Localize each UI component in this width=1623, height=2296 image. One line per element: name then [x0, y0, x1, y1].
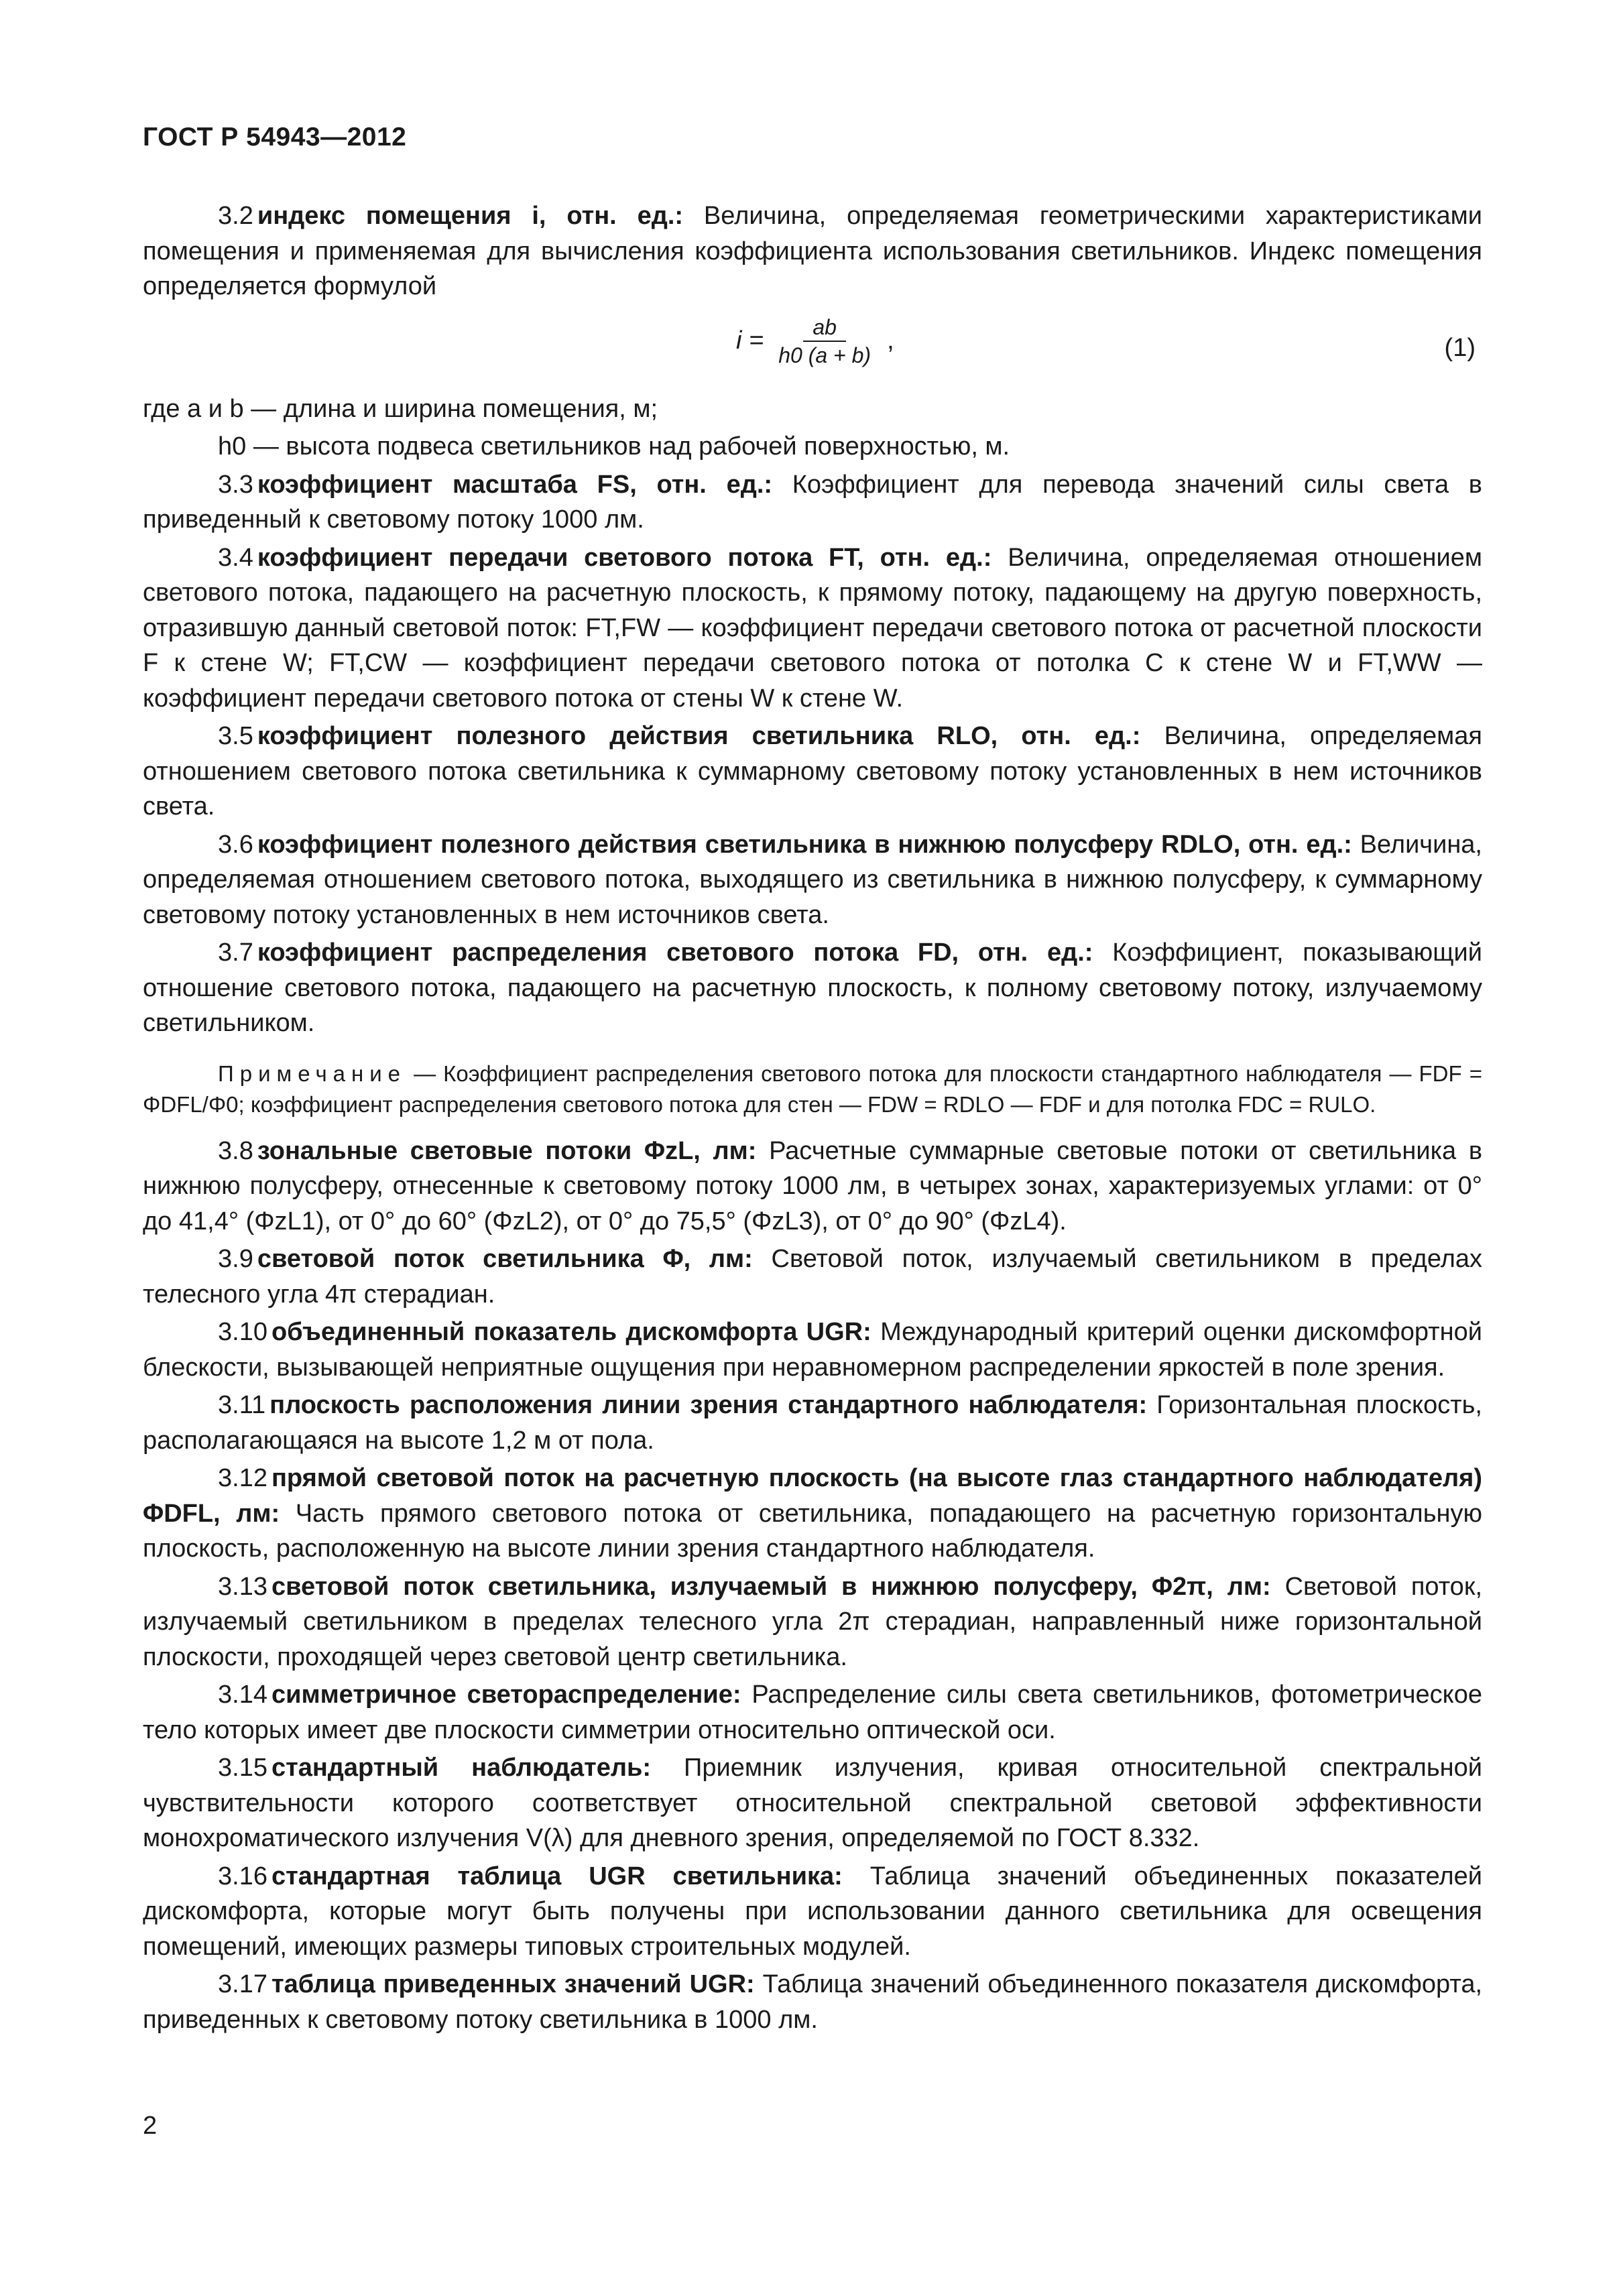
- definition-3-16: [143, 1859, 1482, 1965]
- note-block: [143, 1059, 1482, 1120]
- where-line-1: где a и b — длина и ширина помещения, м;: [143, 394, 658, 423]
- item-number: 3.16: [218, 1862, 267, 1890]
- definition-text: Приемник излучения, кривая относительной спектральной чувствительности которого соответствует относительной спектральной световой эффективности монохроматического излучения V(λ) для дневного зрения, определяемой по ГОСТ 8.332.: [143, 1754, 1482, 1852]
- item-number: 3.8: [218, 1136, 253, 1165]
- definition-3-5: [143, 719, 1482, 825]
- term: коэффициент распределения светового потока FD, отн. ед.:: [257, 939, 1093, 967]
- term: плоскость расположения линии зрения стандартного наблюдателя:: [269, 1391, 1148, 1419]
- definition-3-14: [143, 1677, 1482, 1748]
- item-number: 3.9: [218, 1245, 253, 1273]
- definition-3-2: [143, 198, 1482, 304]
- note-text: — Коэффициент распределения светового потока для плоскости стандартного наблюдателя — FDF = ΦDFL/Φ0; коэффициент распределения светового потока для стен — FDW = RDLO — FDF и для потолка FDC = RULO.: [143, 1061, 1482, 1117]
- formula-fraction: [772, 314, 878, 369]
- definition-text: Величина, определяемая отношением светового потока светильника к суммарному световому потоку установленных в нем источников света.: [143, 722, 1482, 821]
- definition-3-9: [143, 1242, 1482, 1312]
- item-number: 3.13: [218, 1572, 267, 1601]
- definition-text: Расчетные суммарные световые потоки от светильника в нижнюю полусферу, отнесенные к световому потоку 1000 лм, в четырех зонах, характеризуемых углами: от 0° до 41,4° (ΦzL1), от 0° до 60° (ΦzL2), от 0° до 75,5° (ΦzL3), от 0° до 90° (ΦzL4).: [143, 1136, 1483, 1235]
- definition-3-7: [143, 935, 1482, 1041]
- definition-text: Коэффициент, показывающий отношение светового потока, падающего на расчетную плоскость, к полному световому потоку, излучаемому светильником.: [143, 939, 1482, 1037]
- definition-3-8: [143, 1134, 1482, 1240]
- definition-text: Величина, определяемая отношением светового потока, падающего на расчетную плоскость, к прямому потоку, падающему на другую поверхность, отразившую данный световой поток: FT,FW — коэффициент передачи светового потока от расчетной плоскости F к стене W; FT,CW — коэффициент передачи светового потока от потолка C к стене W и FT,WW — коэффициент передачи светового потока от стены W к стене W.: [143, 543, 1482, 713]
- definition-text: Таблица значений объединенного показателя дискомфорта, приведенных к световому потоку светильника в 1000 лм.: [143, 1970, 1483, 2034]
- definition-3-4: [143, 540, 1482, 717]
- term: коэффициент масштаба FS, отн. ед.:: [257, 470, 773, 499]
- document-body: [143, 198, 1482, 2040]
- formula-punct: ,: [887, 326, 894, 355]
- item-number: 3.3: [218, 470, 253, 499]
- term: коэффициент передачи светового потока FT, отн. ед.:: [257, 543, 992, 572]
- term: симметричное светораспределение:: [271, 1681, 741, 1709]
- term: объединенный показатель дискомфорта UGR:: [271, 1318, 871, 1346]
- item-number: 3.5: [218, 722, 253, 750]
- item-number: 3.4: [218, 543, 253, 572]
- term: световой поток светильника, излучаемый в нижнюю полусферу, Φ2π, лм:: [271, 1572, 1271, 1601]
- term: световой поток светильника Φ, лм:: [257, 1245, 753, 1273]
- page-number: 2: [143, 2112, 158, 2140]
- definition-3-10: [143, 1315, 1482, 1385]
- definition-text: Световой поток, излучаемый светильником в пределах телесного угла 4π стерадиан.: [143, 1245, 1483, 1309]
- formula-lhs: i =: [736, 326, 764, 355]
- definition-3-11: [143, 1388, 1482, 1458]
- item-number: 3.12: [218, 1464, 267, 1492]
- item-number: 3.10: [218, 1318, 267, 1346]
- definition-3-12: [143, 1461, 1482, 1567]
- definition-text: Величина, определяемая геометрическими характеристиками помещения и применяемая для вычисления коэффициента использования светильников. Индекс помещения определяется формулой: [143, 202, 1482, 300]
- item-number: 3.7: [218, 939, 253, 967]
- term: стандартный наблюдатель:: [271, 1754, 652, 1782]
- item-number: 3.17: [218, 1970, 267, 1998]
- definition-text: Световой поток, излучаемый светильником в пределах телесного угла 2π стерадиан, направленный ниже горизонтальной плоскости, проходящей через световой центр светильника.: [143, 1572, 1482, 1671]
- item-number: 3.11: [218, 1391, 266, 1419]
- definition-text: Величина, определяемая отношением светового потока, выходящего из светильника в нижнюю полусферу, к суммарному световому потоку установленных в нем источников света.: [143, 830, 1482, 929]
- term: зональные световые потоки ΦzL, лм:: [257, 1136, 757, 1165]
- definition-text: Международный критерий оценки дискомфортной блескости, вызывающей неприятные ощущения при неравномерном распределении яркостей в поле зрения.: [143, 1318, 1482, 1382]
- formula-1: [143, 308, 1482, 389]
- equation-number: (1): [1444, 333, 1476, 362]
- definition-3-17: [143, 1967, 1482, 2037]
- definition-3-15: [143, 1750, 1482, 1856]
- page-header: ГОСТ Р 54943—2012: [143, 123, 407, 152]
- definition-3-3: [143, 467, 1482, 538]
- term: стандартная таблица UGR светильника:: [271, 1862, 843, 1890]
- item-number: 3.14: [218, 1681, 267, 1709]
- item-number: 3.15: [218, 1754, 267, 1782]
- term: коэффициент полезного действия светильника в нижнюю полусферу RDLO, отн. ед.:: [257, 830, 1352, 859]
- definition-text: Коэффициент для перевода значений силы света в приведенный к световому потоку 1000 лм.: [143, 470, 1482, 534]
- definition-text: Горизонтальная плоскость, располагающаяся на высоте 1,2 м от пола.: [143, 1391, 1482, 1455]
- term: прямой световой поток на расчетную плоскость (на высоте глаз стандартного наблюдателя) ΦDFL, лм:: [143, 1464, 1482, 1528]
- formula-expression: [736, 314, 894, 369]
- formula-numerator: ab: [803, 314, 846, 342]
- term: таблица приведенных значений UGR:: [271, 1970, 755, 1998]
- term: индекс помещения i, отн. ед.:: [257, 202, 684, 230]
- term: коэффициент полезного действия светильника RLO, отн. ед.:: [257, 722, 1141, 750]
- definition-text: Распределение силы света светильников, фотометрическое тело которых имеет две плоскости симметрии относительно оптической оси.: [143, 1681, 1482, 1744]
- item-number: 3.2: [218, 202, 253, 230]
- definition-text: Таблица значений объединенных показателей дискомфорта, которые могут быть получены при использовании данного светильника для освещения помещений, имеющих размеры типовых строительных модулей.: [143, 1862, 1482, 1961]
- formula-denominator: h0 (a + b): [778, 343, 871, 367]
- definition-text: Часть прямого светового потока от светильника, попадающего на расчетную горизонтальную плоскость, расположенную на высоте линии зрения стандартного наблюдателя.: [143, 1499, 1482, 1563]
- note-label: Примечание: [218, 1061, 407, 1086]
- definition-3-6: [143, 827, 1482, 933]
- where-line-2: h0 — высота подвеса светильников над рабочей поверхностью, м.: [218, 432, 1010, 461]
- definition-3-13: [143, 1569, 1482, 1675]
- item-number: 3.6: [218, 830, 253, 859]
